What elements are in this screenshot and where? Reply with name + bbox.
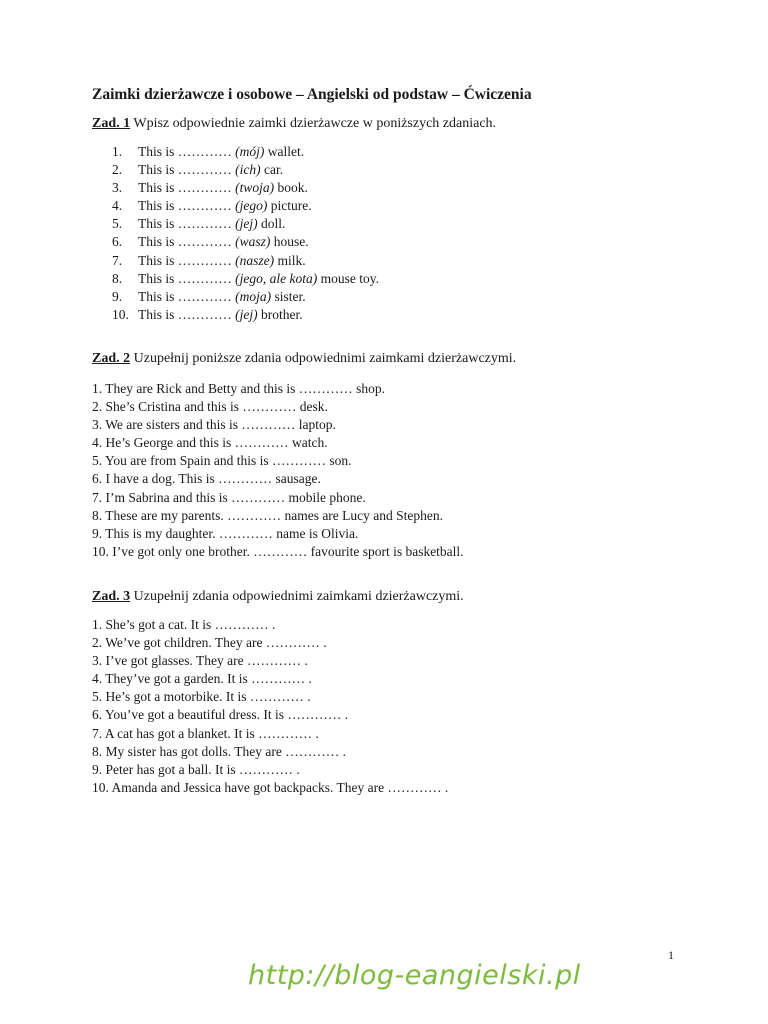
- item-text-end: milk.: [274, 252, 306, 268]
- item-number: 2.: [112, 162, 123, 178]
- footer-url-text: http://blog-eangielski.pl: [248, 960, 581, 991]
- task1-label: Zad. 1: [92, 116, 131, 131]
- task2-instruction: Uzupełnij poniższe zdania odpowiednimi zaimkami dzierżawczymi.: [130, 351, 517, 366]
- item-hint: (mój): [235, 144, 265, 159]
- task2-item: 10. I’ve got only one brother. ………… favourite sport is basketball.: [92, 543, 464, 559]
- item-hint: (jej): [235, 306, 258, 322]
- item-number: 8.: [112, 270, 123, 286]
- item-text: This is …………: [138, 180, 236, 196]
- task2-item: 8. These are my parents. ………… names are Lucy and Stephen.: [92, 507, 444, 523]
- task2-item: 6. I have a dog. This is ………… sausage.: [92, 471, 321, 487]
- item-text: This is …………: [138, 162, 236, 178]
- item-hint: (jej): [235, 216, 258, 232]
- task1-item: [112, 252, 379, 270]
- task3-item: 7. A cat has got a blanket. It is ………… .: [92, 725, 319, 741]
- item-text: This is …………: [138, 216, 236, 232]
- item-text: This is …………: [138, 234, 236, 250]
- task3-item: 8. My sister has got dolls. They are ………… .: [92, 743, 346, 759]
- task1-heading: [92, 116, 496, 132]
- task1-item: [112, 143, 379, 161]
- item-number: 3.: [112, 180, 123, 196]
- task1-instruction: Wpisz odpowiednie zaimki dzierżawcze w poniższych zdaniach.: [130, 116, 497, 131]
- task3-item: 6. You’ve got a beautiful dress. It is ………… .: [92, 707, 349, 723]
- item-text-end: house.: [270, 234, 309, 250]
- item-text: This is …………: [138, 270, 236, 286]
- task2-item: 2. She’s Cristina and this is ………… desk.: [92, 399, 328, 415]
- item-number: 1.: [112, 144, 123, 159]
- task3-item: 4. They’ve got a garden. It is ………… .: [92, 671, 312, 687]
- item-number: 4.: [112, 198, 123, 214]
- task3-instruction: Uzupełnij zdania odpowiednimi zaimkami dzierżawczymi.: [130, 589, 464, 604]
- item-hint: (ich): [235, 162, 261, 178]
- item-number: 6.: [112, 234, 123, 250]
- task3-item: 5. He’s got a motorbike. It is ………… .: [92, 689, 311, 705]
- item-text-end: car.: [260, 162, 284, 178]
- task3-list: [92, 616, 448, 797]
- task2-label: Zad. 2: [92, 351, 131, 366]
- item-text: This is …………: [138, 198, 236, 214]
- task2-item: 3. We are sisters and this is ………… laptop.: [92, 417, 336, 433]
- item-text: This is …………: [138, 252, 236, 268]
- task3-item: 10. Amanda and Jessica have got backpacks. They are ………… .: [92, 779, 449, 795]
- task2-item: 5. You are from Spain and this is ………… son.: [92, 453, 352, 469]
- item-text-end: picture.: [267, 198, 312, 214]
- item-text-end: sister.: [271, 288, 306, 304]
- item-hint: (jego, ale kota): [235, 270, 318, 286]
- item-text: This is …………: [138, 306, 236, 322]
- item-text-end: book.: [274, 180, 308, 196]
- item-number: 9.: [112, 288, 123, 304]
- task2-item: 9. This is my daughter. ………… name is Olivia.: [92, 525, 359, 541]
- task1-item: [112, 161, 379, 179]
- task2-heading: [92, 351, 516, 367]
- task3-label: Zad. 3: [92, 589, 131, 604]
- item-text-end: mouse toy.: [317, 270, 379, 286]
- item-number: 7.: [112, 252, 123, 268]
- item-text: This is …………: [138, 288, 236, 304]
- task3-item: 9. Peter has got a ball. It is ………… .: [92, 761, 300, 777]
- item-hint: (nasze): [235, 252, 275, 268]
- item-text-end: brother.: [257, 306, 303, 322]
- item-text-end: wallet.: [264, 144, 305, 159]
- item-text-end: doll.: [257, 216, 286, 232]
- task1-item: [112, 288, 379, 306]
- task2-item: 4. He’s George and this is ………… watch.: [92, 435, 328, 451]
- task2-item: 7. I’m Sabrina and this is ………… mobile phone.: [92, 489, 366, 505]
- item-hint: (jego): [235, 198, 268, 214]
- task1-list: [112, 143, 379, 324]
- task3-heading: [92, 589, 464, 605]
- item-hint: (twoja): [235, 180, 275, 196]
- task1-item: [112, 179, 379, 197]
- page-title: Zaimki dzierżawcze i osobowe – Angielski od podstaw – Ćwiczenia: [92, 86, 532, 103]
- task3-item: 1. She’s got a cat. It is ………… .: [92, 617, 276, 632]
- item-number: 5.: [112, 216, 123, 232]
- item-hint: (moja): [235, 288, 272, 304]
- page-number: 1: [668, 948, 674, 962]
- item-number: 10.: [112, 306, 129, 322]
- footer-url[interactable]: [244, 948, 581, 1004]
- task1-item: [112, 233, 379, 251]
- task2-list: [92, 380, 464, 561]
- task3-item: 3. I’ve got glasses. They are ………… .: [92, 653, 308, 669]
- task2-item: 1. They are Rick and Betty and this is ………… shop.: [92, 381, 385, 396]
- task1-item: [112, 197, 379, 215]
- task1-item: [112, 306, 379, 324]
- item-text: This is …………: [138, 144, 236, 159]
- item-hint: (wasz): [235, 234, 271, 250]
- task1-item: [112, 270, 379, 288]
- task3-item: 2. We’ve got children. They are ………… .: [92, 635, 327, 651]
- task1-item: [112, 215, 379, 233]
